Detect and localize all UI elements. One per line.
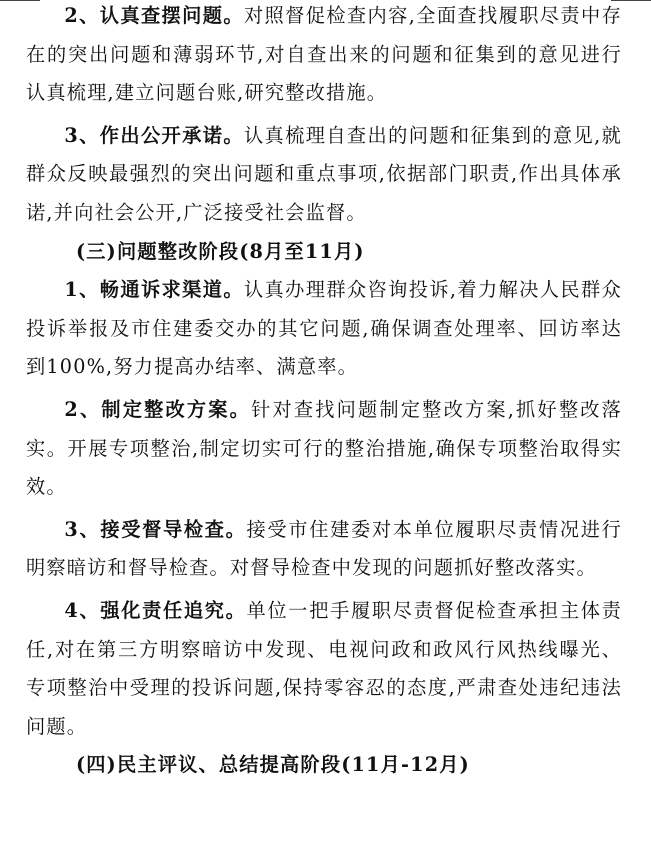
paragraph-text: 对照督促检查内容,全面查找履职尽责中存在的突出问题和薄弱环节,对自查出来的问题和征集到的意见进行认真梳理,建立问题台账,研究整改措施。	[26, 4, 622, 105]
paragraph-text: 认真梳理自查出的问题和征集到的意见,就群众反映最强烈的突出问题和重点事项,依据部门职责,作出具体承诺,并向社会公开,广泛接受社会监督。	[26, 123, 622, 224]
paragraph-lead: 1、畅通诉求渠道。	[64, 278, 244, 302]
document-page	[26, 0, 622, 785]
paragraph-lead: 2、制定整改方案。	[64, 397, 252, 421]
paragraph-public-commitment	[26, 117, 622, 233]
paragraph-text: 认真办理群众咨询投诉,着力解决人民群众投诉举报及市住建委交办的其它问题,确保调查处理率、回访率达到100%,努力提高办结率、满意率。	[26, 278, 622, 379]
paragraph-appeal-channels	[26, 271, 622, 387]
paragraph-lead: 3、作出公开承诺。	[64, 123, 244, 147]
paragraph-check-problems	[26, 0, 622, 113]
section-heading-rectification: (三)问题整改阶段(8月至11月)	[76, 239, 365, 263]
section-heading-democratic-review: (四)民主评议、总结提高阶段(11月-12月)	[76, 753, 470, 777]
paragraph-text: 针对查找问题制定整改方案,抓好整改落实。开展专项整治,制定切实可行的整治措施,确保专项整治取得实效。	[26, 397, 622, 499]
paragraph-supervision	[26, 511, 622, 588]
paragraph-text: 接受市住建委对本单位履职尽责情况进行明察暗访和督导检查。对督导检查中发现的问题抓好整改落实。	[26, 517, 622, 580]
paragraph-text: 单位一把手履职尽责督促检查承担主体责任,对在第三方明察暗访中发现、电视问政和政风行风热线曝光、专项整治中受理的投诉问题,保持零容忍的态度,严肃查处违纪违法问题。	[26, 598, 622, 738]
paragraph-lead: 2、认真查摆问题。	[64, 4, 244, 27]
paragraph-lead: 4、强化责任追究。	[64, 598, 247, 622]
paragraph-rectification-plan	[26, 391, 622, 507]
paragraph-lead: 3、接受督导检查。	[64, 517, 247, 541]
paragraph-accountability	[26, 592, 622, 746]
